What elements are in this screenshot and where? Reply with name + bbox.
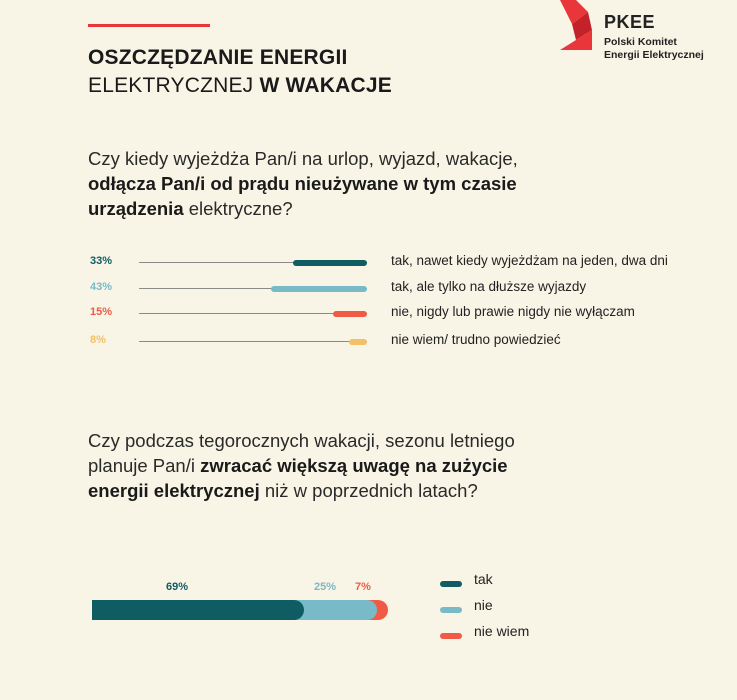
- answer-label-1: tak, nawet kiedy wyjeżdżam na jeden, dwa dni: [391, 253, 668, 268]
- title-line-2-regular: ELEKTRYCZNEJ: [88, 74, 254, 97]
- value-label-1: 33%: [90, 255, 113, 267]
- answer-label-3: nie, nigdy lub prawie nigdy nie wyłączam: [391, 304, 635, 319]
- stacked-segment-2: [294, 600, 377, 620]
- legend-swatch-1: [440, 581, 462, 587]
- bar-1: [293, 260, 367, 266]
- question-1: [88, 146, 558, 221]
- bar-2: [271, 286, 367, 292]
- legend-swatch-2: [440, 607, 462, 613]
- title-line-2-bold: W WAKACJE: [259, 74, 392, 97]
- question-2-line-3-rest: niż w poprzednich latach?: [259, 480, 478, 501]
- logo-subtitle-line-1: Polski Komitet: [604, 36, 677, 48]
- question-2-line-1: Czy podczas tegorocznych wakacji, sezonu letniego: [88, 430, 515, 451]
- bar-4: [349, 339, 367, 345]
- question-1-line-2-bold: odłącza Pan/i od prądu nieużywane w tym czasie: [88, 173, 517, 194]
- question-1-line-1: Czy kiedy wyjeżdża Pan/i na urlop, wyjazd, wakacje,: [88, 148, 518, 169]
- logo-name: PKEE: [604, 12, 656, 32]
- segment-label-1: 69%: [166, 581, 189, 593]
- legend-label-2: nie: [474, 597, 493, 613]
- title-line-2: [88, 72, 392, 100]
- pkee-logo-icon: [558, 0, 598, 50]
- bar-3: [333, 311, 367, 317]
- legend-swatch-3: [440, 633, 462, 639]
- stacked-segment-1: [92, 600, 304, 620]
- question-1-line-3-rest: elektryczne?: [183, 198, 293, 219]
- value-label-2: 43%: [90, 281, 113, 293]
- question-2-line-3: [88, 478, 558, 503]
- question-1-line-3-bold: urządzenia: [88, 198, 184, 219]
- segment-label-3: 7%: [355, 581, 371, 593]
- value-label-3: 15%: [90, 306, 113, 318]
- title-line-1: OSZCZĘDZANIE ENERGII: [88, 46, 348, 69]
- answer-label-4: nie wiem/ trudno powiedzieć: [391, 332, 561, 347]
- question-1-line-2: [88, 171, 558, 196]
- logo-subtitle-line-2: Energii Elektrycznej: [604, 49, 704, 61]
- segment-label-2: 25%: [314, 581, 337, 593]
- logo-subtitle: [604, 36, 704, 62]
- question-2-line-3-bold: energii elektrycznej: [88, 480, 260, 501]
- legend-label-1: tak: [474, 571, 493, 587]
- question-2-line-2-regular: planuje Pan/i: [88, 455, 201, 476]
- question-2-line-2: [88, 453, 558, 478]
- question-2-line-2-bold: zwracać większą uwagę na zużycie: [200, 455, 508, 476]
- answer-label-2: tak, ale tylko na dłuższe wyjazdy: [391, 279, 587, 294]
- track-line-4: [139, 341, 367, 342]
- question-2: [88, 428, 558, 503]
- legend-label-3: nie wiem: [474, 623, 530, 639]
- question-1-line-3: [88, 196, 558, 221]
- header-accent-rule: [88, 24, 210, 27]
- value-label-4: 8%: [90, 334, 106, 346]
- page-title: [88, 44, 392, 100]
